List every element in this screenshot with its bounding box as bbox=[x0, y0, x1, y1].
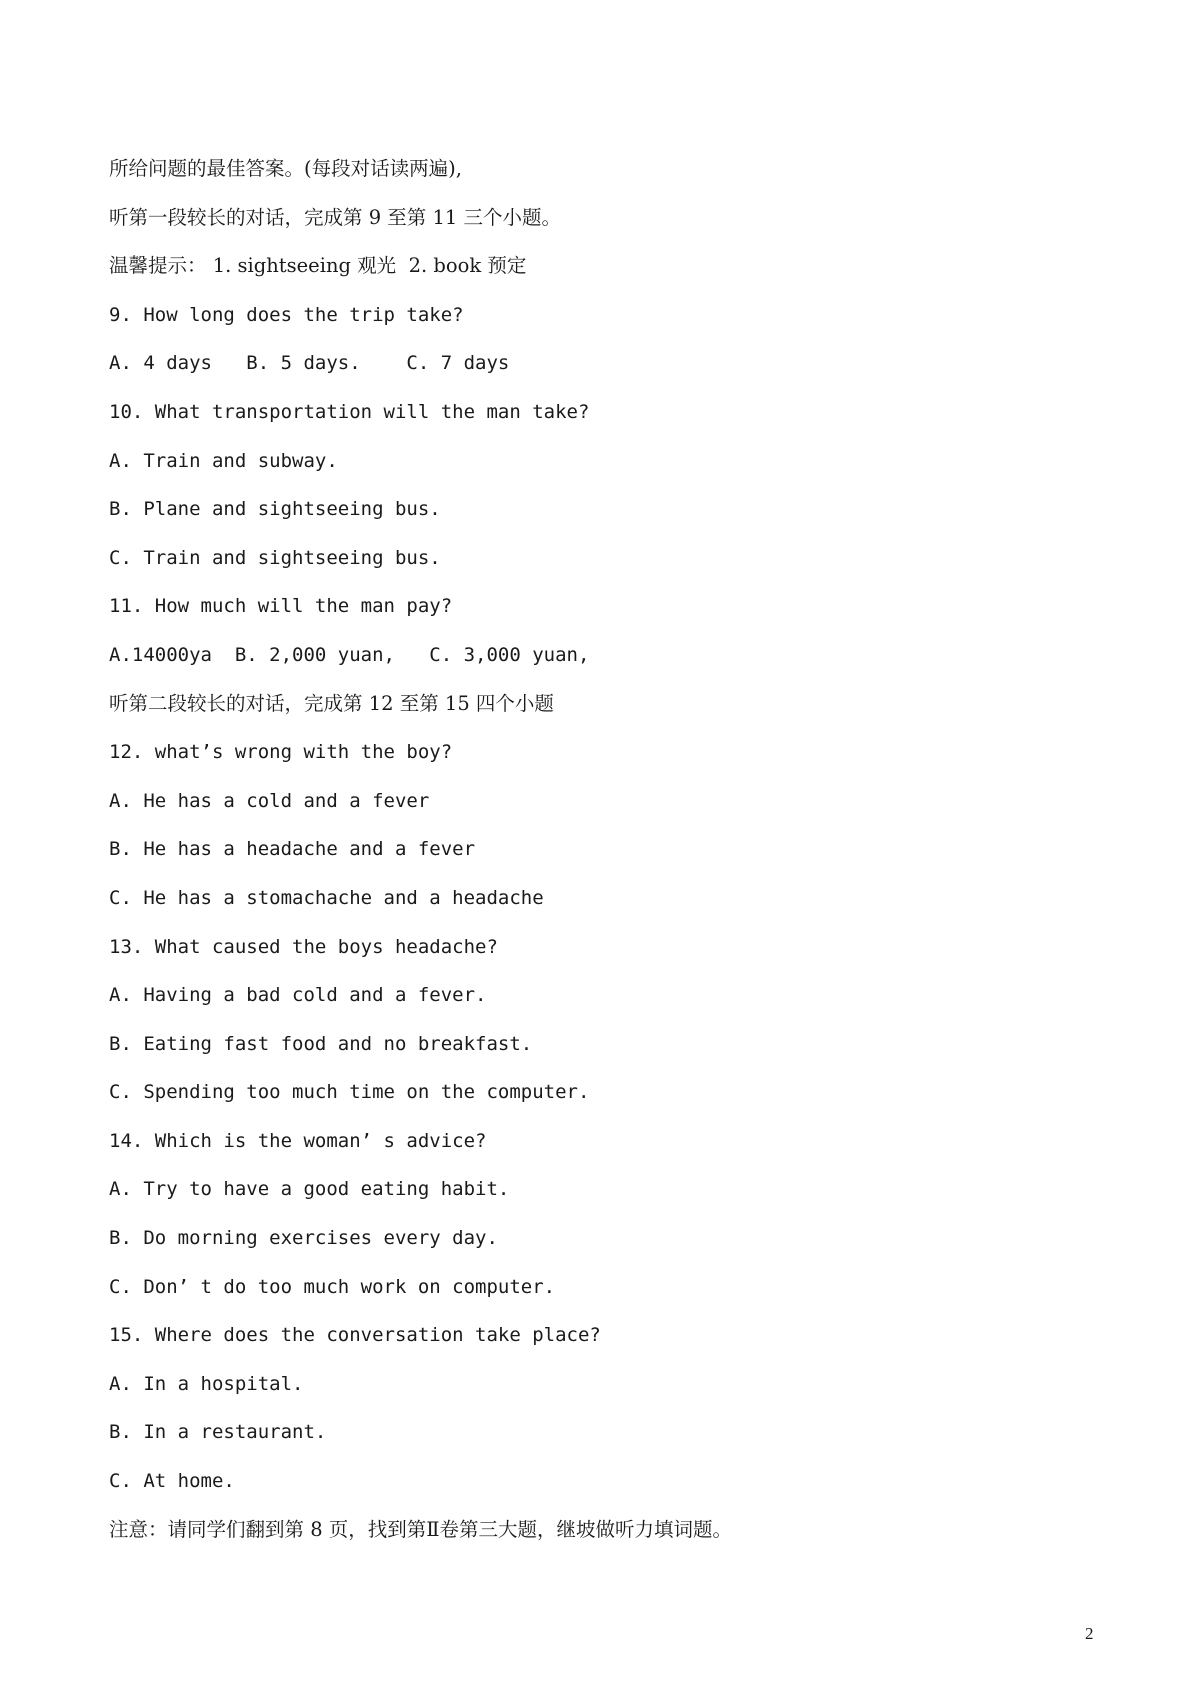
vocabulary-tip: 温馨提示： 1. sightseeing 观光 2. book 预定 bbox=[109, 254, 527, 278]
document-body bbox=[109, 154, 1109, 1563]
section-heading-dialogue-1: 听第一段较长的对话，完成第 9 至第 11 三个小题。 bbox=[109, 205, 562, 229]
question-13-option-a: A. Having a bad cold and a fever. bbox=[109, 984, 487, 1007]
page-number: 2 bbox=[1085, 1624, 1094, 1643]
question-10-option-c: C. Train and sightseeing bus. bbox=[109, 546, 441, 569]
question-15: 15. Where does the conversation take place? bbox=[109, 1324, 601, 1347]
closing-note: 注意：请同学们翻到第 8 页，找到第Ⅱ卷第三大题，继坡做听力填词题。 bbox=[109, 1517, 733, 1541]
question-13: 13. What caused the boys headache? bbox=[109, 935, 498, 958]
question-12: 12. what’s wrong with the boy? bbox=[109, 741, 453, 764]
question-14-option-c: C. Don’ t do too much work on computer. bbox=[109, 1275, 556, 1298]
question-15-option-c: C. At home. bbox=[109, 1470, 235, 1493]
question-9: 9. How long does the trip take? bbox=[109, 303, 464, 326]
question-9-options: A. 4 days B. 5 days. C. 7 days bbox=[109, 352, 510, 375]
question-11: 11. How much will the man pay? bbox=[109, 595, 453, 618]
section-heading-dialogue-2: 听第二段较长的对话，完成第 12 至第 15 四个小题 bbox=[109, 691, 554, 715]
question-14: 14. Which is the woman’ s advice? bbox=[109, 1129, 487, 1152]
question-13-option-b: B. Eating fast food and no breakfast. bbox=[109, 1032, 533, 1055]
question-14-option-a: A. Try to have a good eating habit. bbox=[109, 1178, 510, 1201]
question-13-option-c: C. Spending too much time on the computer. bbox=[109, 1081, 590, 1104]
question-15-option-a: A. In a hospital. bbox=[109, 1372, 304, 1395]
question-11-options: A.14000ya B. 2,000 yuan, C. 3,000 yuan, bbox=[109, 643, 590, 666]
question-12-option-c: C. He has a stomachache and a headache bbox=[109, 886, 544, 909]
question-10-option-a: A. Train and subway. bbox=[109, 449, 338, 472]
question-12-option-b: B. He has a headache and a fever bbox=[109, 838, 476, 861]
question-12-option-a: A. He has a cold and a fever bbox=[109, 789, 430, 812]
question-15-option-b: B. In a restaurant. bbox=[109, 1421, 327, 1444]
instruction-line: 所给问题的最佳答案。(每段对话读两遍), bbox=[109, 157, 462, 180]
question-10: 10. What transportation will the man take? bbox=[109, 400, 590, 423]
question-10-option-b: B. Plane and sightseeing bus. bbox=[109, 498, 441, 521]
question-14-option-b: B. Do morning exercises every day. bbox=[109, 1227, 498, 1250]
